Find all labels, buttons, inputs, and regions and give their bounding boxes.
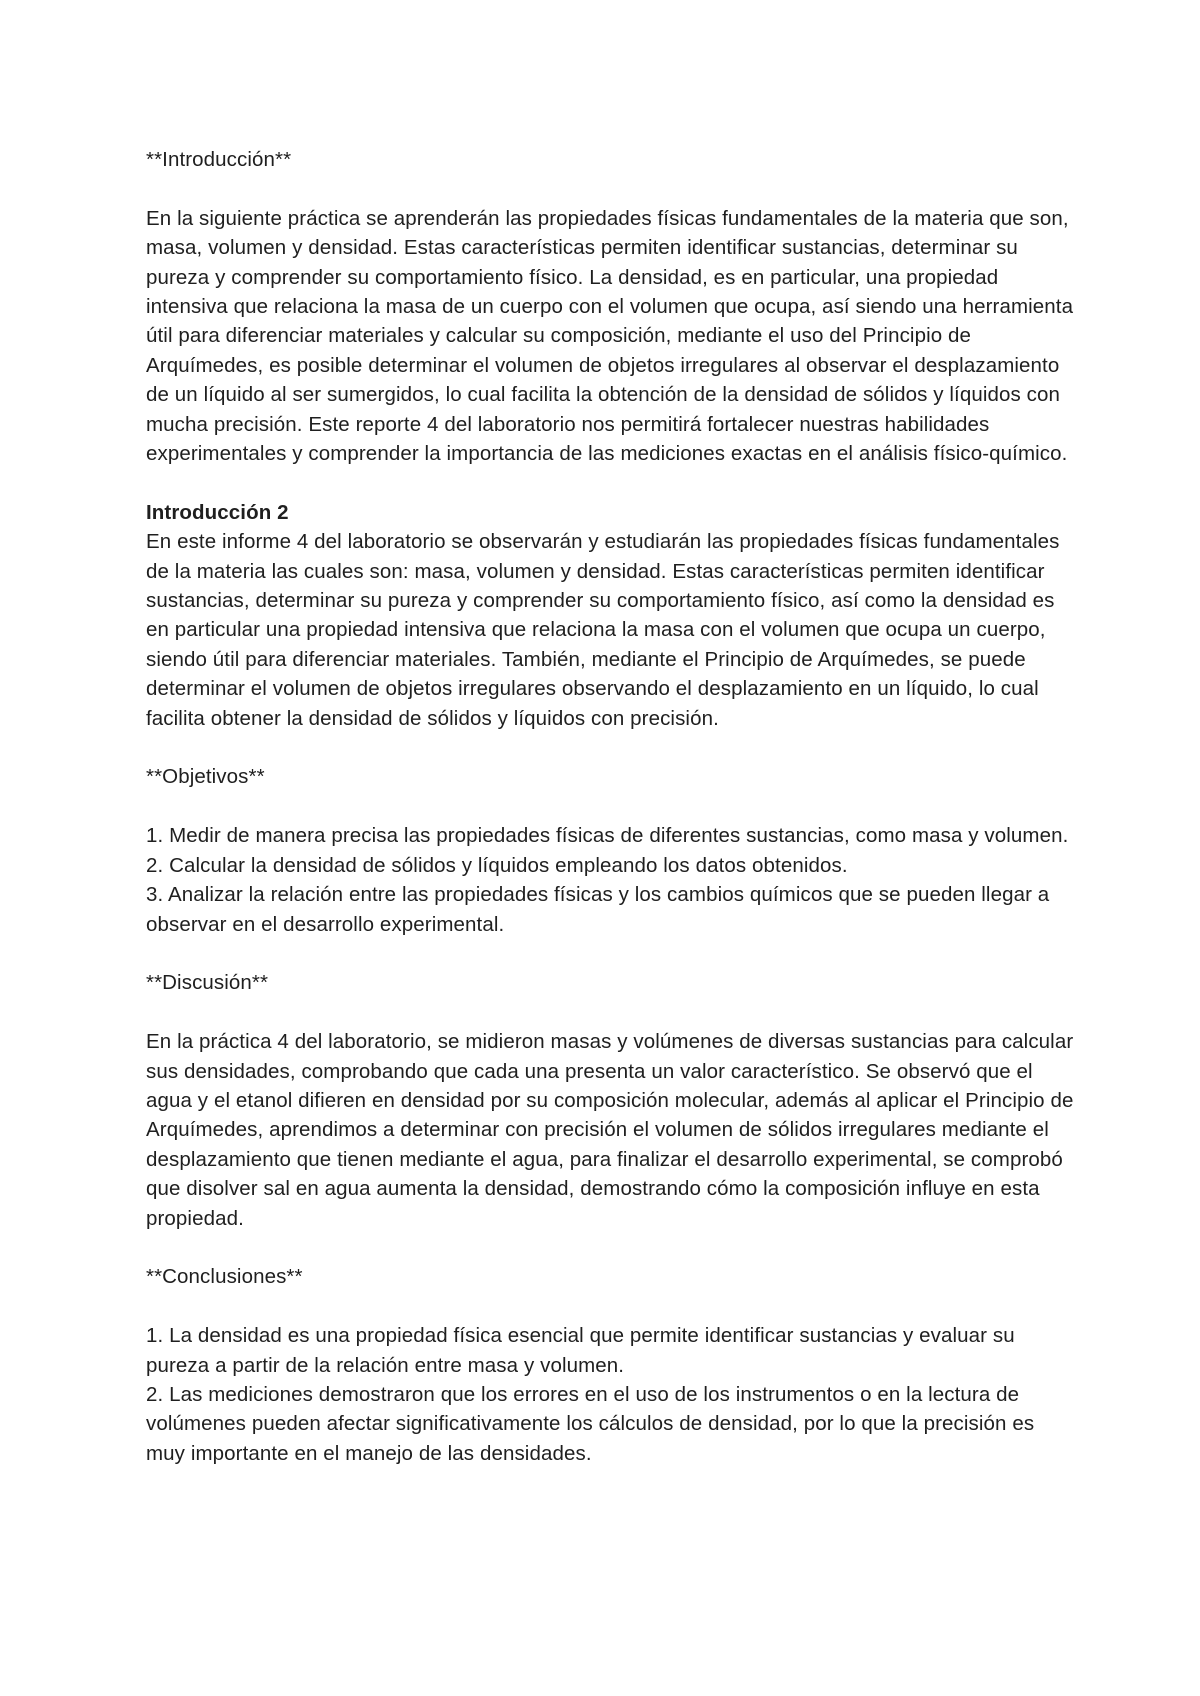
intro2-paragraph: En este informe 4 del laboratorio se observarán y estudiarán las propiedades físicas fundamentales de la materia las cuales son: masa, volumen y densidad. Estas características permiten identificar sustancias, determinar su pureza y comprender su comportamiento físico, así como la densidad es en particular una propiedad intensiva que relaciona la masa con el volumen que ocupa un cuerpo, siendo útil para diferenciar materiales. También, mediante el Principio de Arquímedes, se puede determinar el volumen de objetos irregulares observando el desplazamiento en un líquido, lo cual facilita obtener la densidad de sólidos y líquidos con precisión. bbox=[146, 530, 1060, 730]
conclusion-item: 1. La densidad es una propiedad física esencial que permite identificar sustancias y evaluar su pureza a partir de la relación entre masa y volumen. bbox=[146, 1324, 1015, 1377]
spacer bbox=[146, 468, 1076, 497]
objetivo-item: 2. Calcular la densidad de sólidos y líquidos empleando los datos obtenidos. bbox=[146, 853, 848, 877]
intro-heading: **Introducción** bbox=[146, 148, 292, 171]
intro-paragraph: En la siguiente práctica se aprenderán las propiedades físicas fundamentales de la materia que son, masa, volumen y densidad. Estas características permiten identificar sustancias, determinar su pureza y comprender su comportamiento físico. La densidad, es en particular, una propiedad intensiva que relaciona la masa de un cuerpo con el volumen que ocupa, así siendo una herramienta útil para diferenciar materiales y calcular su composición, mediante el uso del Principio de Arquímedes, es posible determinar el volumen de objetos irregulares al observar el desplazamiento de un líquido al ser sumergidos, lo cual facilita la obtención de la densidad de sólidos y líquidos con mucha precisión. Este reporte 4 del laboratorio nos permitirá fortalecer nuestras habilidades experimentales y comprender la importancia de las mediciones exactas en el análisis físico-químico. bbox=[146, 206, 1074, 466]
document-page bbox=[146, 145, 1076, 1468]
conclusion-item: 2. Las mediciones demostraron que los errores en el uso de los instrumentos o en la lectura de volúmenes pueden afectar significativamente los cálculos de densidad, por lo que la precisión es muy importante en el manejo de las densidades. bbox=[146, 1382, 1035, 1465]
spacer bbox=[146, 939, 1076, 968]
objetivo-item: 1. Medir de manera precisa las propiedades físicas de diferentes sustancias, como masa y volumen. bbox=[146, 824, 1069, 848]
intro2-heading: Introducción 2 bbox=[146, 500, 289, 524]
spacer bbox=[146, 1292, 1076, 1321]
discusion-paragraph: En la práctica 4 del laboratorio, se midieron masas y volúmenes de diversas sustancias para calcular sus densidades, comprobando que cada una presenta un valor característico. Se observó que el agua y el etanol difieren en densidad por su composición molecular, además al aplicar el Principio de Arquímedes, aprendimos a determinar con precisión el volumen de sólidos irregulares mediante el desplazamiento que tienen mediante el agua, para finalizar el desarrollo experimental, se comprobó que disolver sal en agua aumenta la densidad, demostrando cómo la composición influye en esta propiedad. bbox=[146, 1030, 1074, 1230]
spacer bbox=[146, 792, 1076, 821]
spacer bbox=[146, 1233, 1076, 1262]
spacer bbox=[146, 174, 1076, 203]
objetivos-heading: **Objetivos** bbox=[146, 765, 265, 789]
spacer bbox=[146, 998, 1076, 1027]
objetivo-item: 3. Analizar la relación entre las propiedades físicas y los cambios químicos que se pueden llegar a observar en el desarrollo experimental. bbox=[146, 883, 1050, 936]
conclusiones-heading: **Conclusiones** bbox=[146, 1265, 303, 1289]
discusion-heading: **Discusión** bbox=[146, 971, 269, 995]
spacer bbox=[146, 733, 1076, 762]
